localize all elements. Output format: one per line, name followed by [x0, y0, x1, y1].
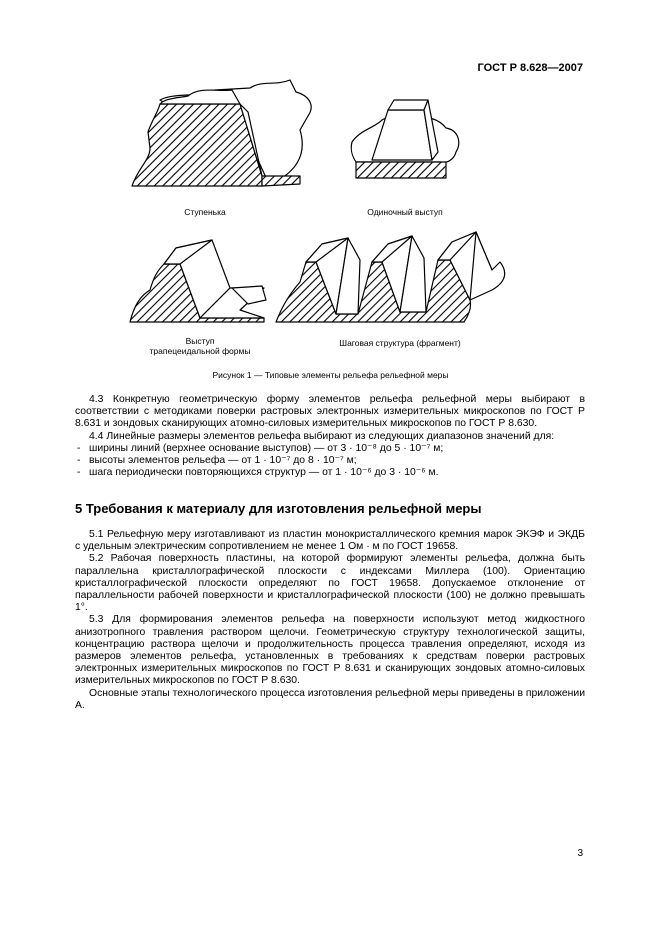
label-step: Ступенька [184, 207, 226, 217]
list-item: - шага периодически повторяющихся структур — от 1 · 10⁻⁶ до 3 · 10⁻⁶ м. [75, 467, 585, 479]
paragraph-4-4: 4.4 Линейные размеры элементов рельефа выбирают из следующих диапазонов значений для: [89, 430, 555, 442]
section-5-text [75, 529, 585, 712]
label-trapezoidal-line1: Выступ [185, 336, 215, 346]
document-code-header: ГОСТ Р 8.628—2007 [477, 62, 583, 74]
figure-caption: Рисунок 1 — Типовые элементы рельефа рельефной меры [212, 370, 449, 380]
paragraph-4-3: 4.3 Конкретную геометрическую форму элементов рельефа рельефной меры выбирают в соответствии с методиками поверки растровых электронных измерительных микроскопов по ГОСТ Р 8.631 и зондовых сканирующих атомно-силовых измерительных микроскопов по ГОСТ Р 8.630. [75, 394, 585, 430]
paragraph-appendix-reference: Основные этапы технологического процесса изготовления рельефной меры приведены в приложении А. [75, 687, 585, 711]
section-5-title: 5 Требования к материалу для изготовления рельефной меры [75, 501, 482, 516]
section-4-text [75, 394, 585, 479]
label-pitch-structure: Шаговая структура (фрагмент) [339, 338, 461, 348]
page-number: 3 [577, 848, 583, 859]
list-item: - ширины линий (верхнее основание выступов) — от 3 · 10⁻⁸ до 5 · 10⁻⁷ м; [75, 443, 585, 455]
paragraph-5-1: 5.1 Рельефную меру изготавливают из пластин монокристаллического кремния марок ЭКЭФ и ЭКДБ с удельным электрическим сопротивлением не менее 1 Ом · м по ГОСТ 19658. [75, 529, 585, 553]
step-drawing [132, 80, 311, 186]
trapezoidal-protrusion-drawing [130, 240, 266, 322]
list-item: - высоты элементов рельефа — от 1 · 10⁻⁷ до 8 · 10⁻⁷ м; [75, 455, 585, 467]
label-trapezoidal-line2: трапецеидальной формы [149, 346, 251, 356]
paragraph-5-2: 5.2 Рабочая поверхность пластины, на которой формируют элементы рельефа, должна быть параллельна кристаллографической плоскости с индексами Миллера (100). Ориентацию кристаллографической плоскости определяют по ГОСТ 19658. Допускаемое отклонение от параллельности рабочей поверхности и кристаллографической плоскости (100) не должно превышать 1°. [75, 553, 585, 614]
pitch-structure-drawing [276, 232, 505, 322]
single-protrusion-drawing [351, 100, 459, 178]
label-single-protrusion: Одиночный выступ [367, 207, 443, 217]
paragraph-5-3: 5.3 Для формирования элементов рельефа на поверхности используют метод жидкостного анизотропного травления раствором щелочи. Геометрическую структуру технологической защиты, концентрацию раствора щелочи и продолжительность процесса травления определяют, исходя из размеров элементов рельефа, установленных в требованиях к средствам поверки растровых электронных измерительных микроскопов по ГОСТ Р 8.631 и сканирующих зондовых атомно-силовых измерительных микроскопов по ГОСТ Р 8.630. [75, 614, 585, 687]
relief-elements-figure [0, 0, 661, 380]
